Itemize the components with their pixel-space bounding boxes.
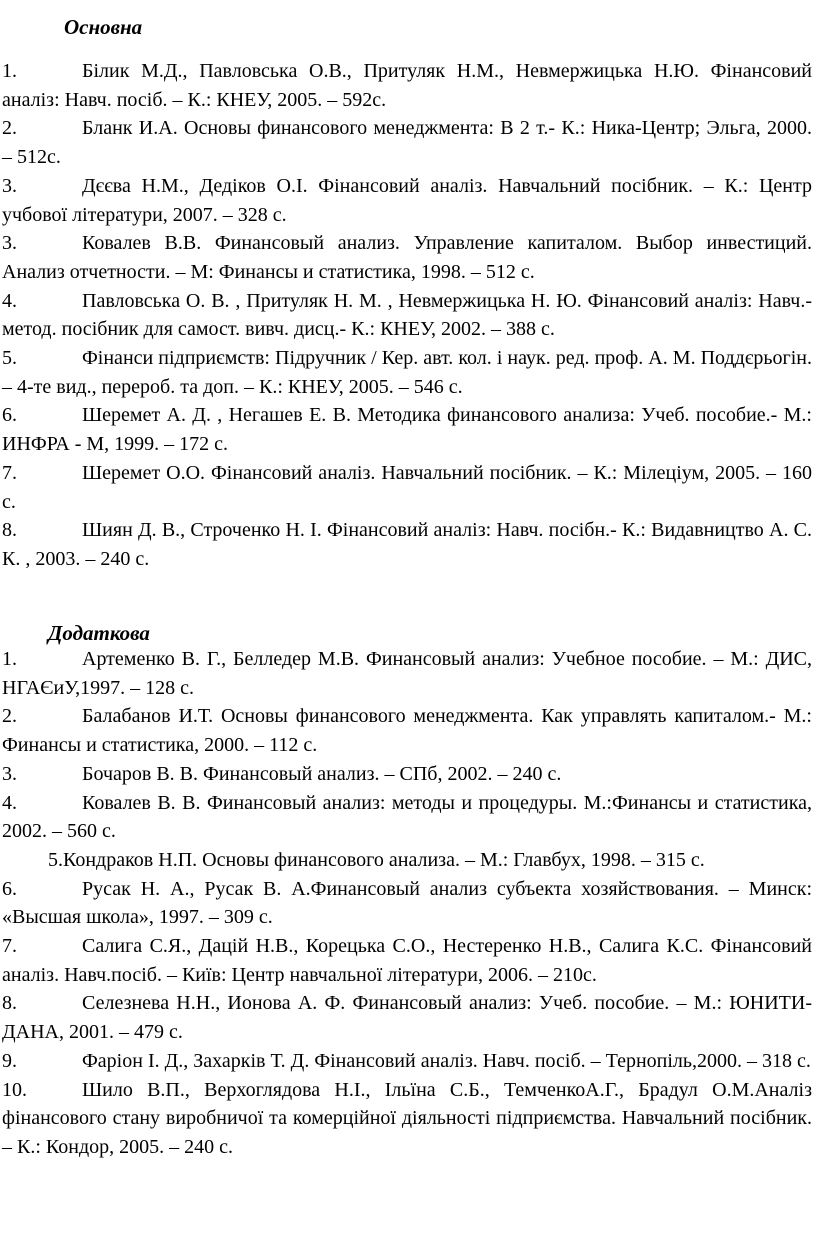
item-text: Шило В.П., Верхоглядова Н.І., Ільїна С.Б., ТемченкоА.Г., Брадул О.М.Аналіз фінансового стану виробничої та комерційної діяльності підприємства. Навчальний посібник. – К.: Кондор, 2005. – 240 с.	[2, 1078, 812, 1158]
item-number: 3.	[2, 174, 17, 197]
item-text: Селезнева Н.Н., Ионова А. Ф. Финансовый анализ: Учеб. пособие. – М.: ЮНИТИ-ДАНА, 2001. – 479 с.	[2, 992, 812, 1044]
item-number: 6.	[2, 404, 17, 427]
list-item	[2, 344, 812, 401]
item-number: 3.	[2, 232, 17, 255]
list-item	[2, 401, 812, 458]
item-number: 4.	[2, 289, 17, 312]
list-item	[2, 846, 812, 875]
item-text: Шиян Д. В., Строченко Н. І. Фінансовий аналіз: Навч. посібн.- К.: Видавництво А. С. К. , 2003. – 240 с.	[2, 519, 812, 570]
additional-literature-list	[2, 645, 812, 1162]
item-text: Павловська О. В. , Притуляк Н. М. , Невмержицька Н. Ю. Фінансовий аналіз: Навч.-метод. посібник для самост. вивч. дисц.- К.: КНЕУ, 2002. – 388 с.	[2, 289, 812, 341]
item-text: Шеремет А. Д. , Негашев Е. В. Методика финансового анализа: Учеб. пособие.- М.: ИНФРА - М, 1999. – 172 с.	[2, 404, 812, 456]
list-item	[2, 932, 812, 989]
list-item	[2, 989, 812, 1046]
main-literature-list	[2, 57, 812, 574]
item-number: 7.	[2, 461, 17, 484]
section-heading-main: Основна	[64, 15, 143, 39]
item-number: 8.	[2, 519, 17, 542]
list-item	[2, 57, 812, 114]
item-text: Бланк И.А. Основы финансового менеджмента: В 2 т.- К.: Ника-Центр; Эльга, 2000. – 512с.	[2, 117, 812, 169]
item-text: Ковалев В.В. Финансовый анализ. Управление капиталом. Выбор инвестиций. Анализ отчетности. – М: Финансы и статистика, 1998. – 512 с.	[2, 232, 812, 283]
item-number: 3.	[2, 762, 17, 785]
item-number: 9.	[2, 1049, 17, 1072]
item-text: Русак Н. А., Русак В. А.Финансовый анализ субъекта хозяйствования. – Минск: «Высшая школа», 1997. – 309 с.	[2, 877, 812, 929]
list-item	[2, 229, 812, 286]
item-text: Фінанси підприємств: Підручник / Кер. авт. кол. і наук. ред. проф. А. М. Поддєрьогін. – 4-те вид., перероб. та доп. – К.: КНЕУ, 2005. – 546 с.	[2, 347, 812, 398]
item-number: 1.	[2, 648, 17, 670]
item-number: 2.	[2, 117, 17, 140]
list-item	[2, 875, 812, 932]
item-number: 8.	[2, 992, 17, 1015]
list-item	[2, 114, 812, 171]
list-item	[2, 760, 812, 789]
list-item	[2, 645, 812, 702]
list-item	[2, 459, 812, 516]
item-text: Артеменко В. Г., Белледер М.В. Финансовый анализ: Учебное пособие. – М.: ДИС, НГАЄиУ,1997. – 128 с.	[2, 648, 812, 699]
item-number: 1.	[2, 60, 17, 82]
item-text: Шеремет О.О. Фінансовий аналіз. Навчальний посібник. – К.: Мілеціум, 2005. – 160 с.	[2, 461, 812, 513]
item-text: Салига С.Я., Дацій Н.В., Корецька С.О., Нестеренко Н.В., Салига К.С. Фінансовий аналіз. Навч.посіб. – Київ: Центр навчальної літератури, 2006. – 210с.	[2, 935, 812, 986]
item-number: 5.	[48, 848, 63, 871]
item-text: Бочаров В. В. Финансовый анализ. – СПб, 2002. – 240 с.	[82, 762, 562, 785]
item-text: Ковалев В. В. Финансовый анализ: методы и процедуры. М.:Финансы и статистика, 2002. – 560 с.	[2, 791, 812, 843]
list-item	[2, 516, 812, 573]
list-item	[2, 1076, 812, 1162]
item-number: 2.	[2, 705, 17, 728]
section-heading-additional: Додаткова	[48, 621, 150, 645]
item-text: Дєєва Н.М., Дедіков О.І. Фінансовий аналіз. Навчальний посібник. – К.: Центр учбової літератури, 2007. – 328 с.	[2, 174, 812, 226]
item-text: Кондраков Н.П. Основы финансового анализа. – М.: Главбух, 1998. – 315 с.	[63, 848, 705, 871]
item-number: 7.	[2, 935, 17, 958]
item-number: 4.	[2, 791, 17, 814]
item-number: 10.	[2, 1078, 27, 1101]
item-number: 5.	[2, 347, 17, 370]
list-item	[2, 789, 812, 846]
item-text: Фаріон І. Д., Захарків Т. Д. Фінансовий аналіз. Навч. посіб. – Тернопіль,2000. – 318 с.	[82, 1049, 811, 1072]
list-item	[2, 172, 812, 229]
item-text: Балабанов И.Т. Основы финансового менеджмента. Как управлять капиталом.- М.: Финансы и статистика, 2000. – 112 с.	[2, 705, 812, 757]
item-text: Білик М.Д., Павловська О.В., Притуляк Н.М., Невмержицька Н.Ю. Фінансовий аналіз: Навч. посіб. – К.: КНЕУ, 2005. – 592с.	[2, 60, 812, 111]
item-number: 6.	[2, 877, 17, 900]
list-item	[2, 287, 812, 344]
list-item	[2, 702, 812, 759]
list-item	[2, 1047, 812, 1076]
